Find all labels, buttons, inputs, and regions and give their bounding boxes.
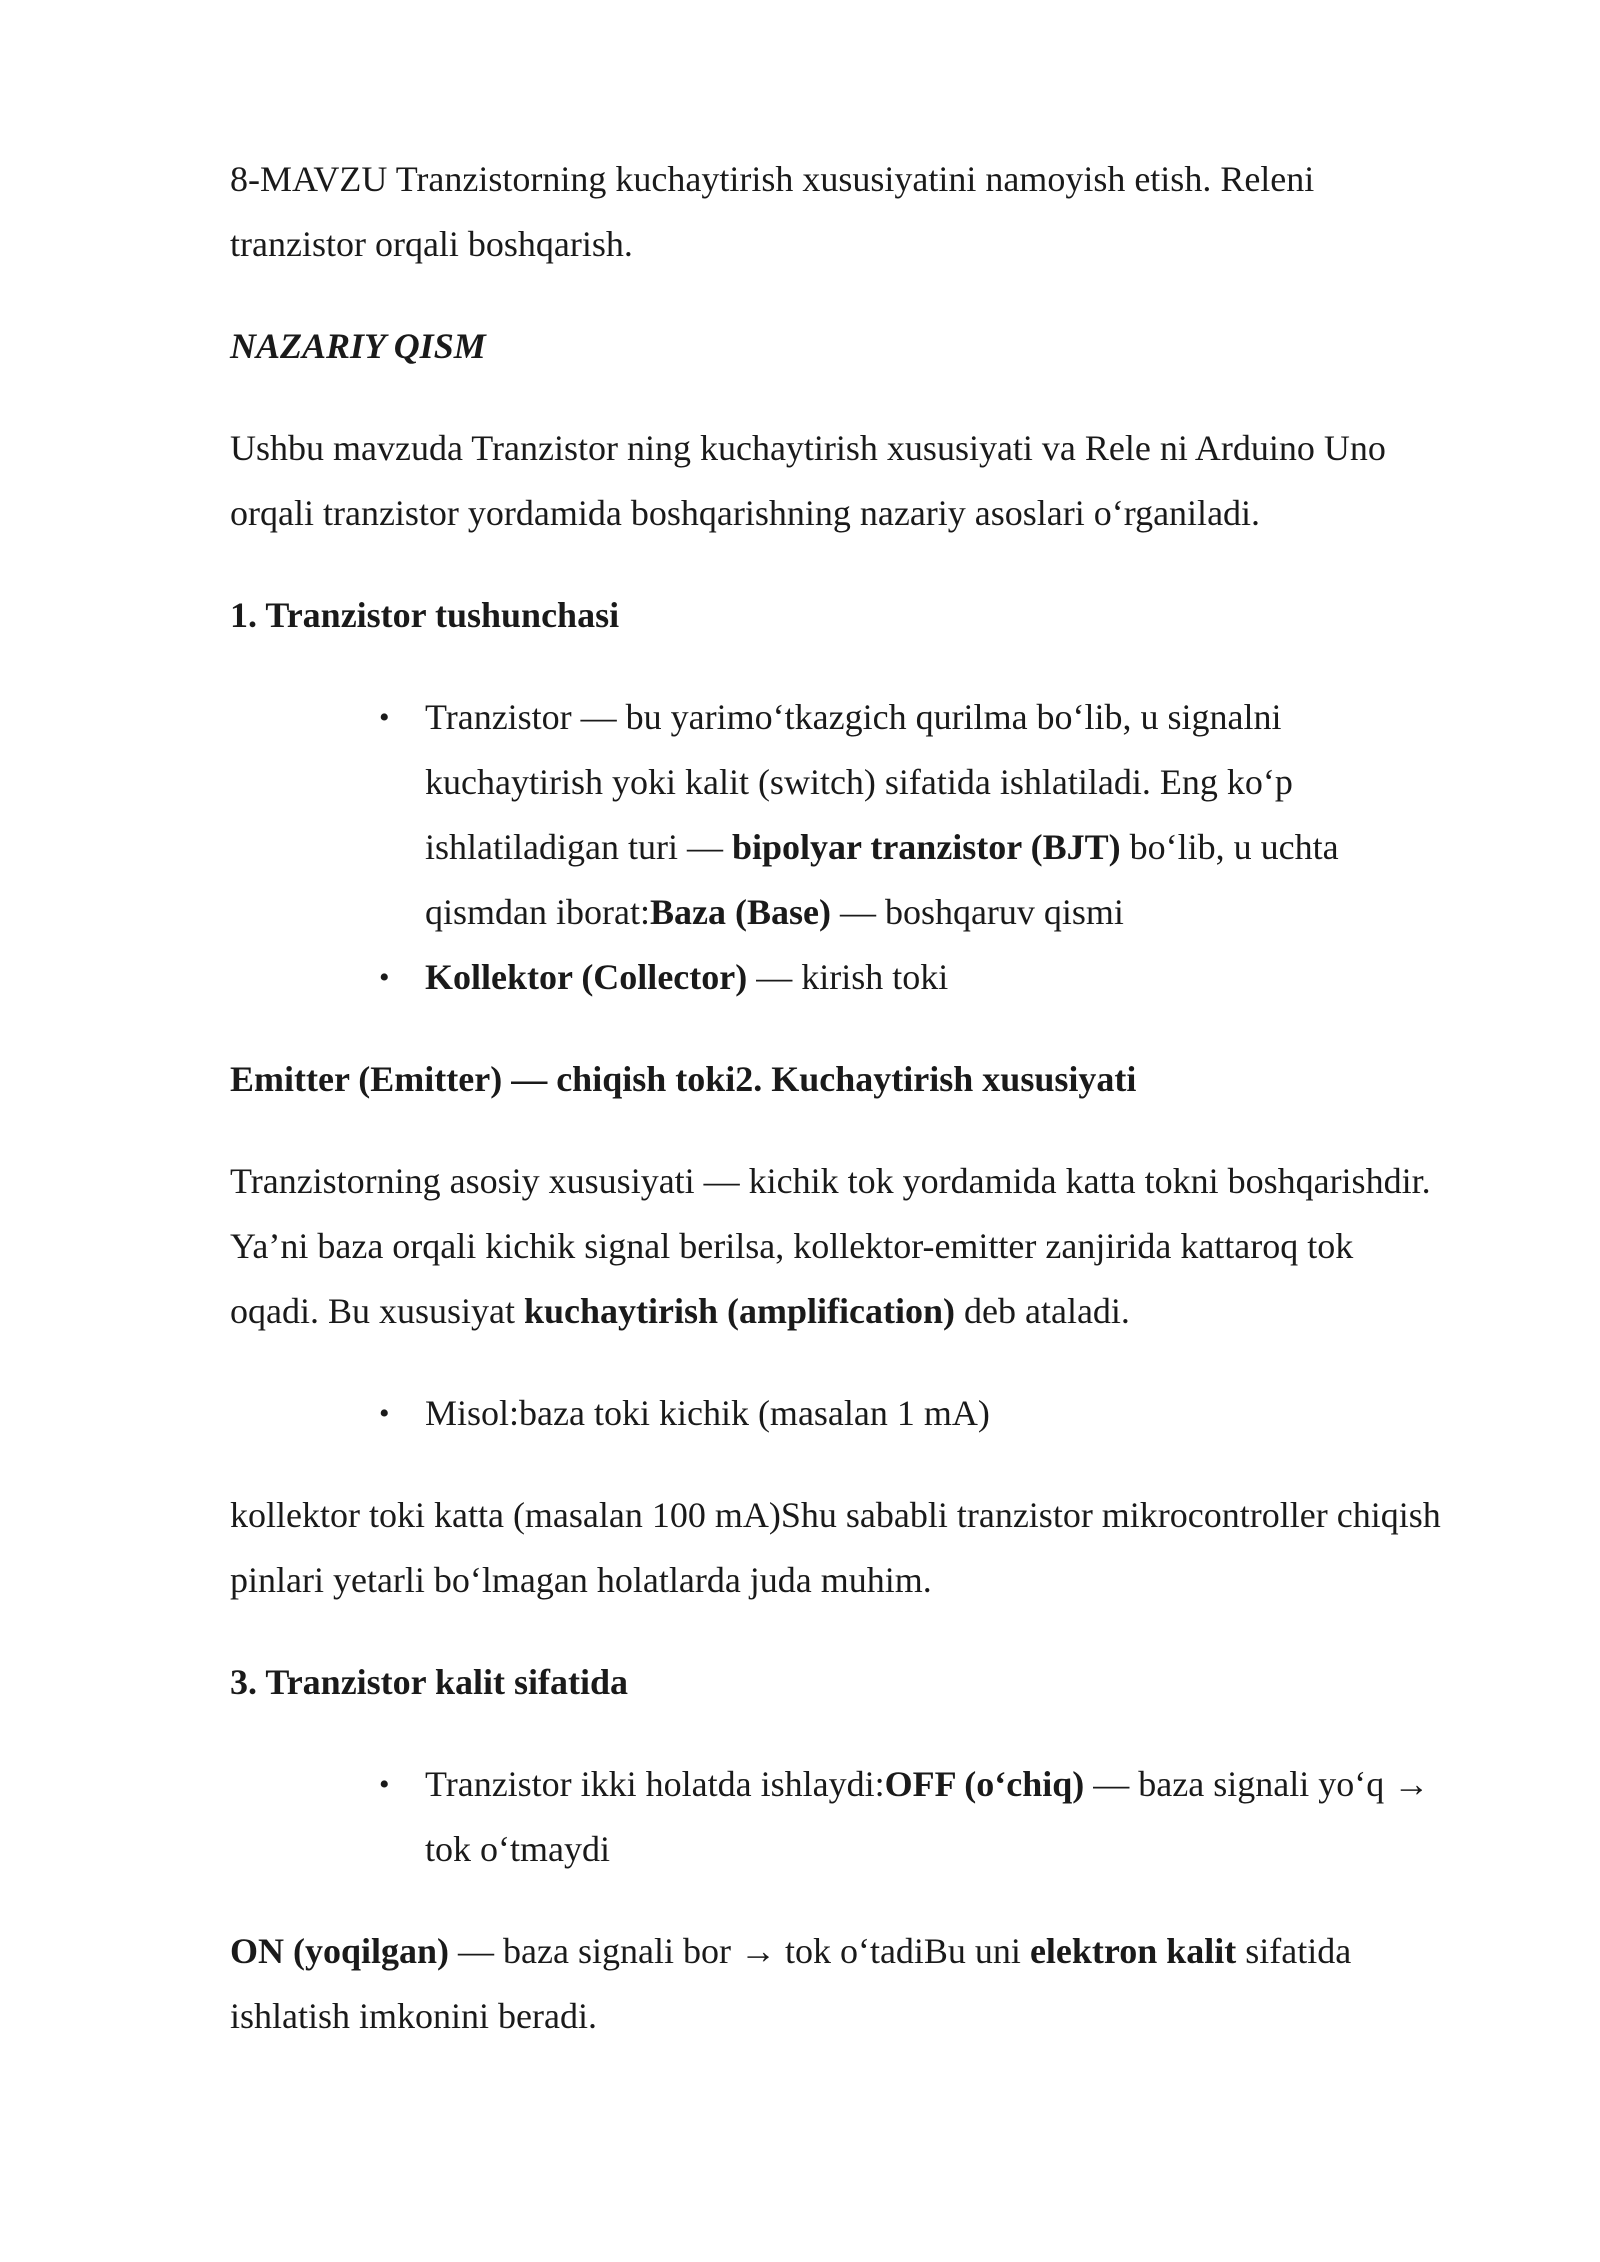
text-run: — baza signali bor → tok o‘tadiBu uni <box>449 1931 1030 1971</box>
bullet-list-concept <box>230 685 1450 1010</box>
bullet-list-example <box>230 1381 1450 1446</box>
intro-paragraph: Ushbu mavzuda Tranzistor ning kuchaytirish xususiyati va Rele ni Arduino Uno orqali tranzistor yordamida boshqarishning nazariy asoslari o‘rganiladi. <box>230 428 1386 533</box>
heading-amplification: Emitter (Emitter) — chiqish toki2. Kuchaytirish xususiyati <box>230 1059 1137 1099</box>
amplification-paragraph <box>230 1149 1450 1344</box>
text-run: — baza signali yo‘q → tok o‘tmaydi <box>425 1764 1430 1869</box>
text-run: Misol:baza toki kichik (masalan 1 mA) <box>425 1393 990 1433</box>
bullet-marker: • <box>379 1768 390 1801</box>
text-run: — boshqaruv qismi <box>830 892 1124 932</box>
heading-transistor-concept: 1. Tranzistor tushunchasi <box>230 595 620 635</box>
text-run: Tranzistor ikki holatda ishlaydi: <box>425 1764 885 1804</box>
text-run: bo‘lib, u uchta qismdan iborat: <box>425 827 1339 932</box>
list-item <box>379 1381 1450 1446</box>
section-title: NAZARIY QISM <box>230 326 486 366</box>
bold-term-amplification: kuchaytirish (amplification) <box>524 1291 956 1331</box>
text-run: Tranzistor — bu yarimo‘tkazgich qurilma bo‘lib, u signalni kuchaytirish yoki kalit (switch) sifatida ishlatiladi. Eng ko‘p ishlatiladigan turi — <box>425 697 1293 867</box>
bold-term-on: ON (yoqilgan) <box>230 1931 450 1971</box>
on-state-paragraph <box>230 1919 1450 2049</box>
text-run: Tranzistorning asosiy xususiyati — kichik tok yordamida katta tokni boshqarishdir. Ya’ni baza orqali kichik signal berilsa, kollektor-emitter zanjirida kattaroq tok oqadi. Bu xususiyat <box>230 1161 1431 1331</box>
bold-term-base: Baza (Base) <box>649 892 831 932</box>
text-run: — kirish toki <box>747 957 949 997</box>
list-item <box>379 1752 1450 1882</box>
collector-current-paragraph: kollektor toki katta (masalan 100 mA)Shu sababli tranzistor mikrocontroller chiqish pinlari yetarli bo‘lmagan holatlarda juda muhim. <box>230 1495 1441 1600</box>
text-run: sifatida ishlatish imkonini beradi. <box>230 1931 1352 2036</box>
bullet-marker: • <box>379 1397 390 1430</box>
heading-transistor-switch: 3. Tranzistor kalit sifatida <box>230 1662 629 1702</box>
bold-term-bjt: bipolyar tranzistor (BJT) <box>731 827 1121 867</box>
list-item <box>379 945 1450 1010</box>
bold-term-off: OFF (o‘chiq) <box>884 1764 1085 1804</box>
bullet-marker: • <box>379 961 390 994</box>
list-item <box>379 685 1450 945</box>
document-title: 8-MAVZU Tranzistorning kuchaytirish xususiyatini namoyish etish. Releni tranzistor orqali boshqarish. <box>230 159 1315 264</box>
bold-term-collector: Kollektor (Collector) <box>425 957 748 997</box>
bullet-marker: • <box>379 701 390 734</box>
bold-term-electronic-switch: elektron kalit <box>1029 1931 1237 1971</box>
bullet-list-states <box>230 1752 1450 1882</box>
text-run: deb ataladi. <box>955 1291 1130 1331</box>
